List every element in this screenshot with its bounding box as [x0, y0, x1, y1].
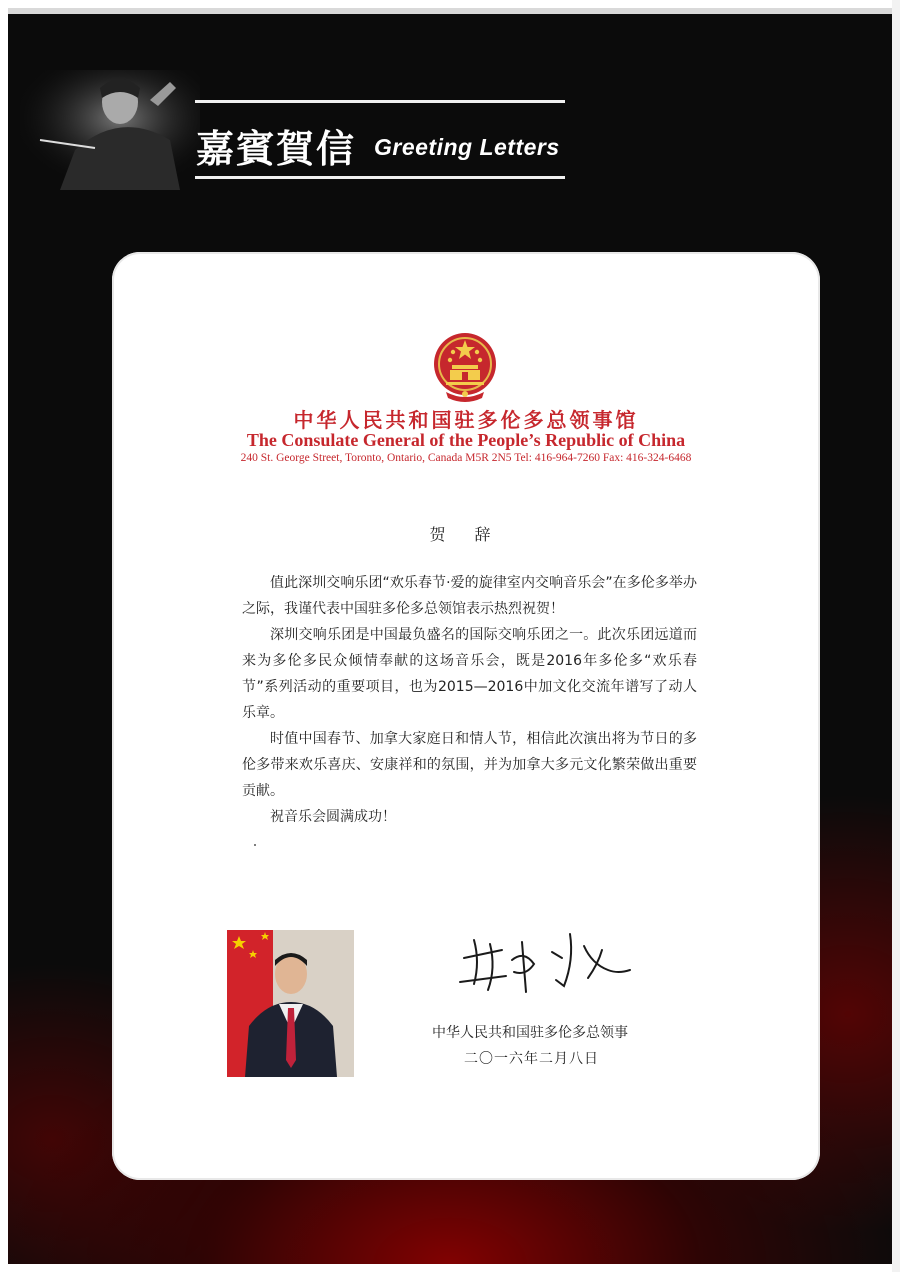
- consulate-name-en: The Consulate General of the People’s Republic of China: [246, 430, 686, 450]
- scan-speck: [254, 844, 256, 846]
- header-title-cn: 嘉賓賀信: [196, 126, 357, 171]
- national-emblem-icon: [432, 332, 498, 404]
- consulate-name-cn: 中华人民共和国驻多伦多总领事馆: [293, 408, 639, 432]
- consul-general-photo: [227, 930, 354, 1077]
- letter-title: 贺 辞: [429, 525, 503, 544]
- header-rule-bottom: [195, 176, 565, 179]
- consulate-address: 240 St. George Street, Toronto, Ontario, Canada M5R 2N5 Tel: 416-964-7260 Fax: 416-324-6468: [240, 452, 692, 464]
- letter-card: [112, 252, 820, 1180]
- letter-date: 二〇一六年二月八日: [464, 1051, 599, 1067]
- letter-paragraph: 时值中国春节、加拿大家庭日和情人节，相信此次演出将为节日的多伦多带来欢乐喜庆、安康祥和的氛围，并为加拿大多元文化繁荣做出重要贡献。: [242, 731, 697, 799]
- letter-paragraph: 深圳交响乐团是中国最负盛名的国际交响乐团之一。此次乐团远道而来为多伦多民众倾情奉献的这场音乐会，既是2016年多伦多“欢乐春节”系列活动的重要项目，也为2015—2016中加文化交流年谱写了动人乐章。: [242, 627, 697, 721]
- scan-right-edge: [892, 0, 900, 1272]
- signatory-title: 中华人民共和国驻多伦多总领事: [432, 1025, 628, 1041]
- letter-body: [242, 570, 697, 830]
- header-rule-top: [195, 100, 565, 103]
- handwritten-signature: [452, 920, 637, 998]
- conductor-photo: [20, 70, 200, 190]
- letter-paragraph: 祝音乐会圆满成功！: [270, 809, 396, 825]
- letter-paragraph: 值此深圳交响乐团“欢乐春节·爱的旋律室内交响音乐会”在多伦多举办之际，我谨代表中国驻多伦多总领馆表示热烈祝贺！: [242, 575, 697, 617]
- header-title-en: Greeting Letters: [374, 134, 560, 160]
